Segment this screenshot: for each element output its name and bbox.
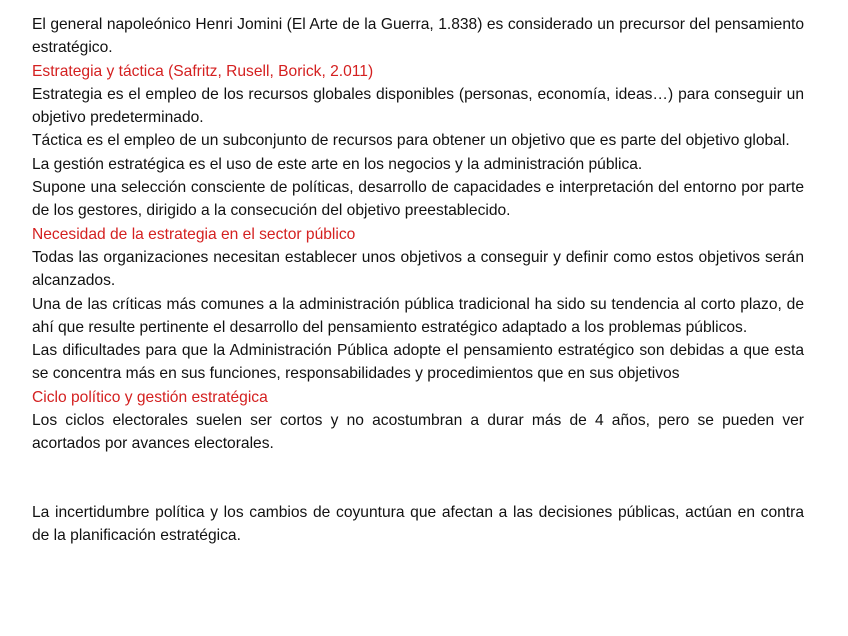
paragraph-gestion-estrategica: La gestión estratégica es el uso de este arte en los negocios y la administración pública.	[32, 155, 643, 173]
paragraph-estrategia: Estrategia es el empleo de los recursos globales disponibles (personas, economía, ideas…) para conseguir un objetivo predeterminado.	[32, 85, 804, 127]
paragraph-tactica: Táctica es el empleo de un subconjunto de recursos para obtener un objetivo que es parte del objetivo global.	[32, 132, 790, 150]
paragraph-ciclos-electorales: Los ciclos electorales suelen ser cortos y no acostumbran a durar más de 4 años, pero se pueden ver acortados por avances electorales.	[32, 412, 804, 453]
paragraph-criticas: Una de las críticas más comunes a la administración pública tradicional ha sido su tendencia al corto plazo, de ahí que resulte pertinente el desarrollo del pensamiento estratégico adaptado a los problemas públicos.	[32, 295, 804, 336]
section-heading-ciclo-politico: Ciclo político y gestión estratégica	[32, 388, 268, 406]
paragraph-supone-seleccion: Supone una selección consciente de políticas, desarrollo de capacidades e interpretación del entorno por parte de los gestores, dirigido a la consecución del objetivo preestablecido.	[32, 179, 804, 220]
paragraph-dificultades: Las dificultades para que la Administración Pública adopte el pensamiento estratégico son debidas a que esta se concentra más en sus funciones, responsabilidades y procedimientos que en sus objetivos	[32, 342, 804, 383]
section-heading-necesidad-estrategia: Necesidad de la estrategia en el sector público	[32, 225, 356, 243]
paragraph-organizaciones: Todas las organizaciones necesitan establecer unos objetivos a conseguir y definir como estos objetivos serán alcanzados.	[32, 248, 804, 290]
document-body	[32, 13, 804, 547]
intro-paragraph: El general napoleónico Henri Jomini (El Arte de la Guerra, 1.838) es considerado un precursor del pensamiento estratégico.	[32, 16, 804, 57]
blank-spacer	[32, 456, 804, 501]
section-heading-estrategia-tactica: Estrategia y táctica (Safritz, Rusell, Borick, 2.011)	[32, 62, 374, 80]
paragraph-incertidumbre: La incertidumbre política y los cambios de coyuntura que afectan a las decisiones públicas, actúan en contra de la planificación estratégica.	[32, 503, 804, 544]
